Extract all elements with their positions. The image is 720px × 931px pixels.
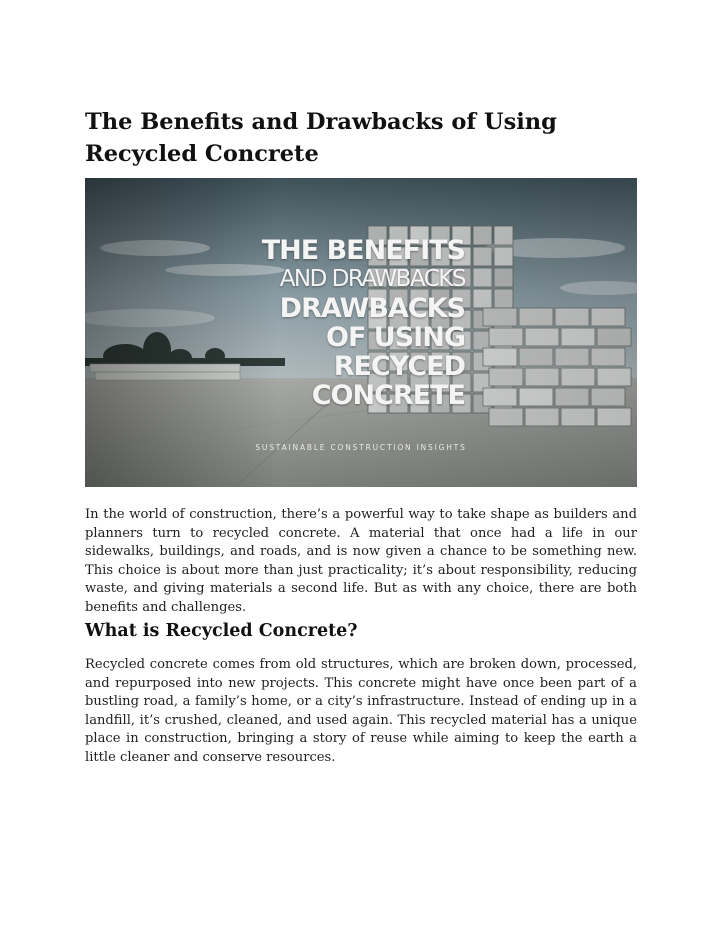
hero-line-6: CONCRETE (311, 380, 465, 411)
section-paragraph: Recycled concrete comes from old structures, which are broken down, processed, and repurposed into new projects. This concrete might have once been part of a bustling road, a family’s home, or a city’s infrastructure. Instead of ending up in a landfill, it’s crushed, cleaned, and used again. This recycled material has a unique place in construction, bringing a story of reuse while aiming to keep the earth a little cleaner and conserve resources. (85, 657, 637, 765)
hero-line-1: THE BENEFITS (261, 235, 465, 266)
hero-line-5: RECYCED (333, 351, 465, 382)
hero-headline (185, 236, 465, 410)
section-heading: What is Recycled Concrete? (85, 621, 358, 641)
article-title: The Benefits and Drawbacks of Using Recycled Concrete (85, 109, 557, 167)
hero-line-3: DRAWBACKS (279, 293, 465, 324)
hero-line-4: OF USING (326, 322, 465, 353)
hero-line-2: AND DRAWBACKS (279, 266, 465, 292)
hero-subtitle: SUSTAINABLE CONSTRUCTION INSIGHTS (255, 443, 467, 452)
hero-image (85, 178, 637, 487)
intro-paragraph: In the world of construction, there’s a powerful way to take shape as builders and planners turn to recycled concrete. A material that once had a life in our sidewalks, buildings, and roads, and is now given a chance to be something new. This choice is about more than just practicality; it’s about responsibility, reducing waste, and giving materials a second life. But as with any choice, there are both benefits and challenges. (85, 507, 637, 615)
